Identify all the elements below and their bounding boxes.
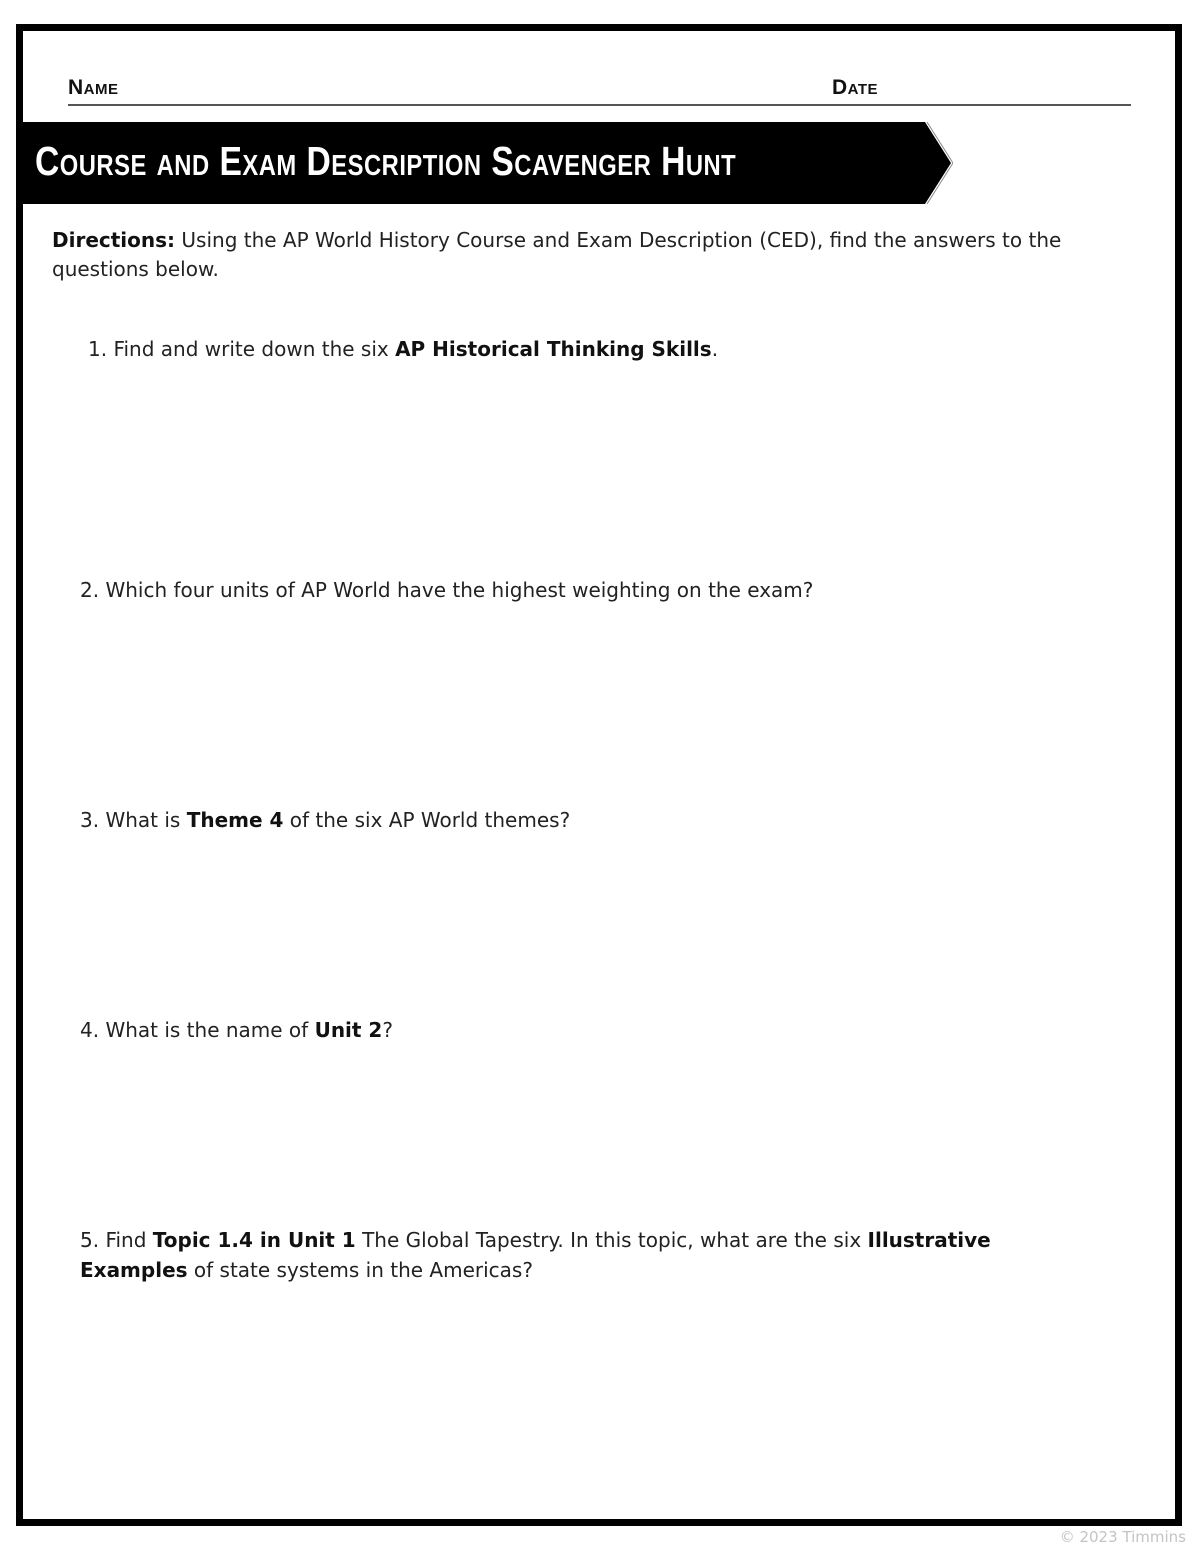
directions <box>52 226 1162 284</box>
title-banner <box>23 122 953 204</box>
question-emphasis: Topic 1.4 in Unit 1 <box>152 1228 356 1252</box>
question-text: ? <box>382 1018 393 1042</box>
question-3 <box>80 805 570 835</box>
question-4 <box>80 1015 393 1045</box>
question-text: of the six AP World themes? <box>283 808 571 832</box>
question-emphasis: AP Historical Thinking Skills <box>395 337 712 361</box>
question-2 <box>80 575 813 605</box>
directions-lead: Directions: <box>52 228 176 252</box>
question-emphasis: Theme 4 <box>186 808 284 832</box>
question-text: 3. What is <box>80 808 187 832</box>
question-text: of state systems in the Americas? <box>187 1258 533 1282</box>
question-text: . <box>711 337 719 361</box>
question-text: 5. Find <box>80 1228 153 1252</box>
question-text: 2. Which four units of AP World have the highest weighting on the exam? <box>80 578 814 602</box>
date-label: Date <box>832 76 879 99</box>
copyright-notice: © 2023 Timmins <box>1059 1528 1186 1546</box>
question-1 <box>88 334 718 364</box>
question-emphasis: Illustrative Examples <box>80 1228 991 1282</box>
question-emphasis: Unit 2 <box>314 1018 383 1042</box>
name-date-line <box>68 74 1131 106</box>
page-title: Course and Exam Description Scavenger Hunt <box>35 138 737 184</box>
question-text: 1. Find and write down the six <box>88 337 396 361</box>
directions-text: Using the AP World History Course and Exam Description (CED), find the answers to the questions below. <box>52 228 1062 281</box>
question-5 <box>80 1225 1070 1285</box>
question-text: The Global Tapestry. In this topic, what are the six <box>355 1228 868 1252</box>
name-label: Name <box>68 76 119 99</box>
question-text: 4. What is the name of <box>80 1018 315 1042</box>
